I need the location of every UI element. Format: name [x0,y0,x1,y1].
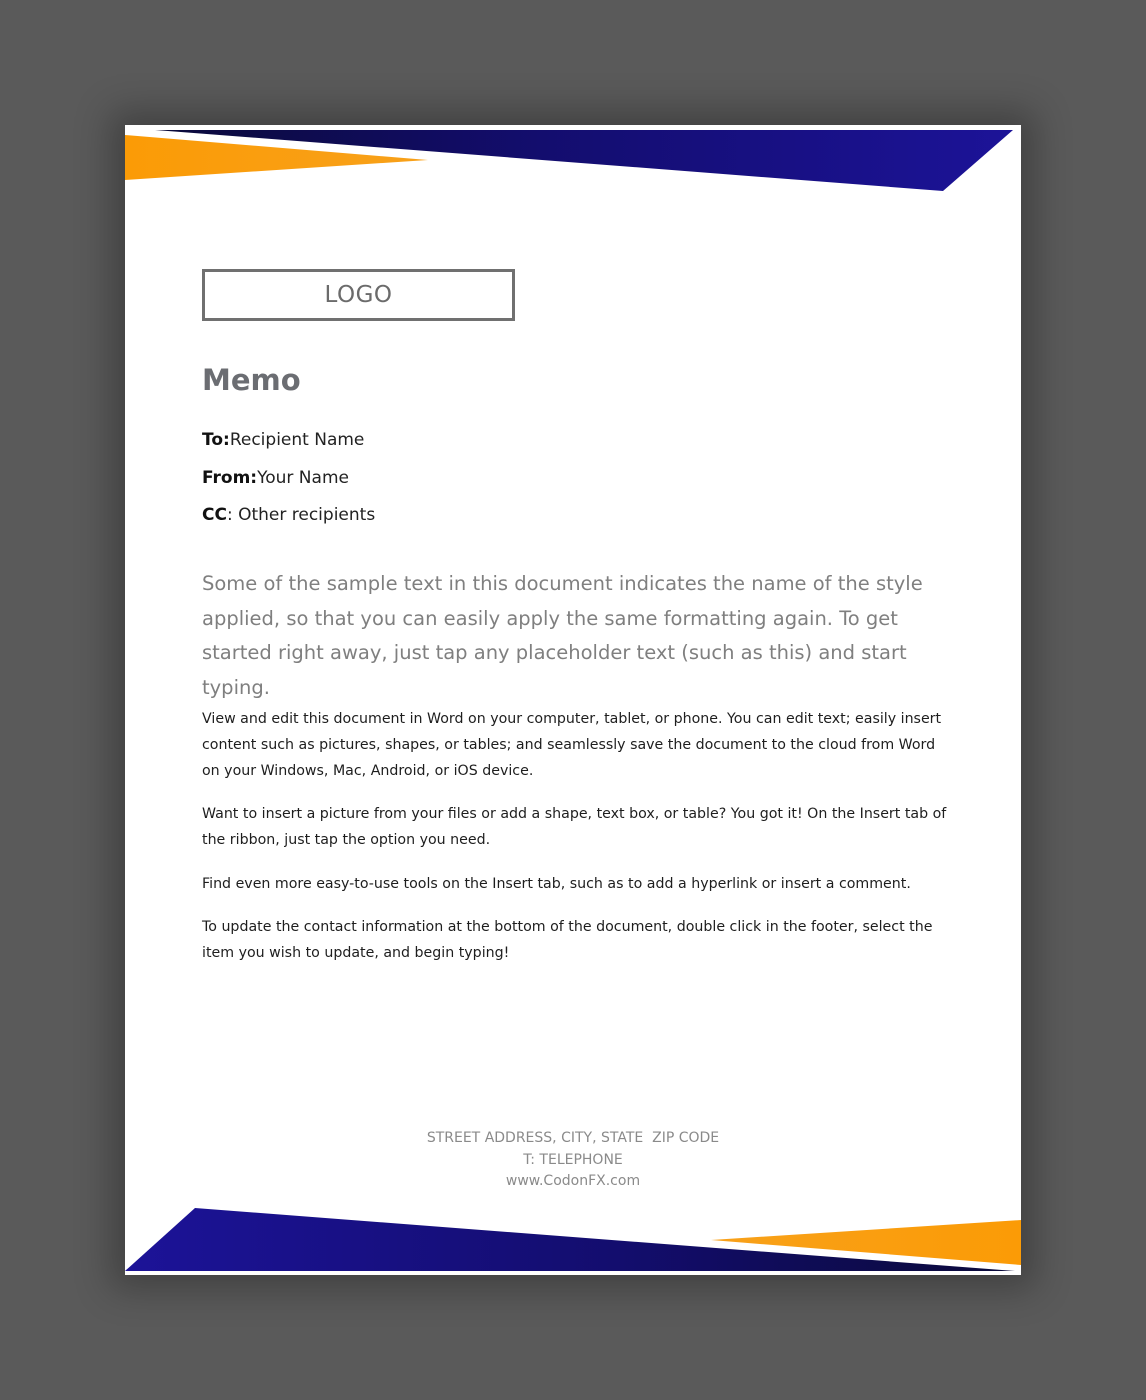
footer-address: STREET ADDRESS, CITY, STATE ZIP CODE [426,1130,720,1146]
lead-paragraph: Some of the sample text in this document indicates the name of the style applied, so that you can easily apply the same formatting again. To get started right away, just tap any placeholder text (such as this) and start typing. [202,572,923,699]
cc-value: : Other recipients [226,505,376,525]
from-field[interactable] [202,468,349,488]
cc-field[interactable] [202,505,375,525]
memo-page [125,125,1021,1275]
logo-placeholder[interactable] [202,269,515,321]
to-field[interactable] [202,430,364,450]
footer-telephone: T: TELEPHONE [523,1151,623,1168]
body-paragraph-3: Find even more easy-to-use tools on the Insert tab, such as to add a hyperlink or insert a comment. [202,876,911,892]
cc-label: CC [202,505,227,525]
from-value: Your Name [257,468,349,488]
footer-contact [125,1128,1021,1193]
footer-website[interactable]: www.CodonFX.com [505,1173,641,1189]
to-value: Recipient Name [229,430,365,450]
body-paragraph-4: To update the contact information at the bottom of the document, double click in the footer, select the item you wish to update, and begin typing! [202,919,933,961]
body-paragraph-1: View and edit this document in Word on your computer, tablet, or phone. You can edit text; easily insert content such as pictures, shapes, or tables; and seamlessly save the document to the cloud from Word on your Windows, Mac, Android, or iOS device. [202,711,942,779]
memo-title: Memo [202,363,301,397]
to-label: To: [202,430,230,450]
body-paragraph-2: Want to insert a picture from your files or add a shape, text box, or table? You got it! On the Insert tab of the ribbon, just tap the option you need. [202,806,947,848]
from-label: From: [202,468,258,488]
logo-text: LOGO [324,282,393,308]
